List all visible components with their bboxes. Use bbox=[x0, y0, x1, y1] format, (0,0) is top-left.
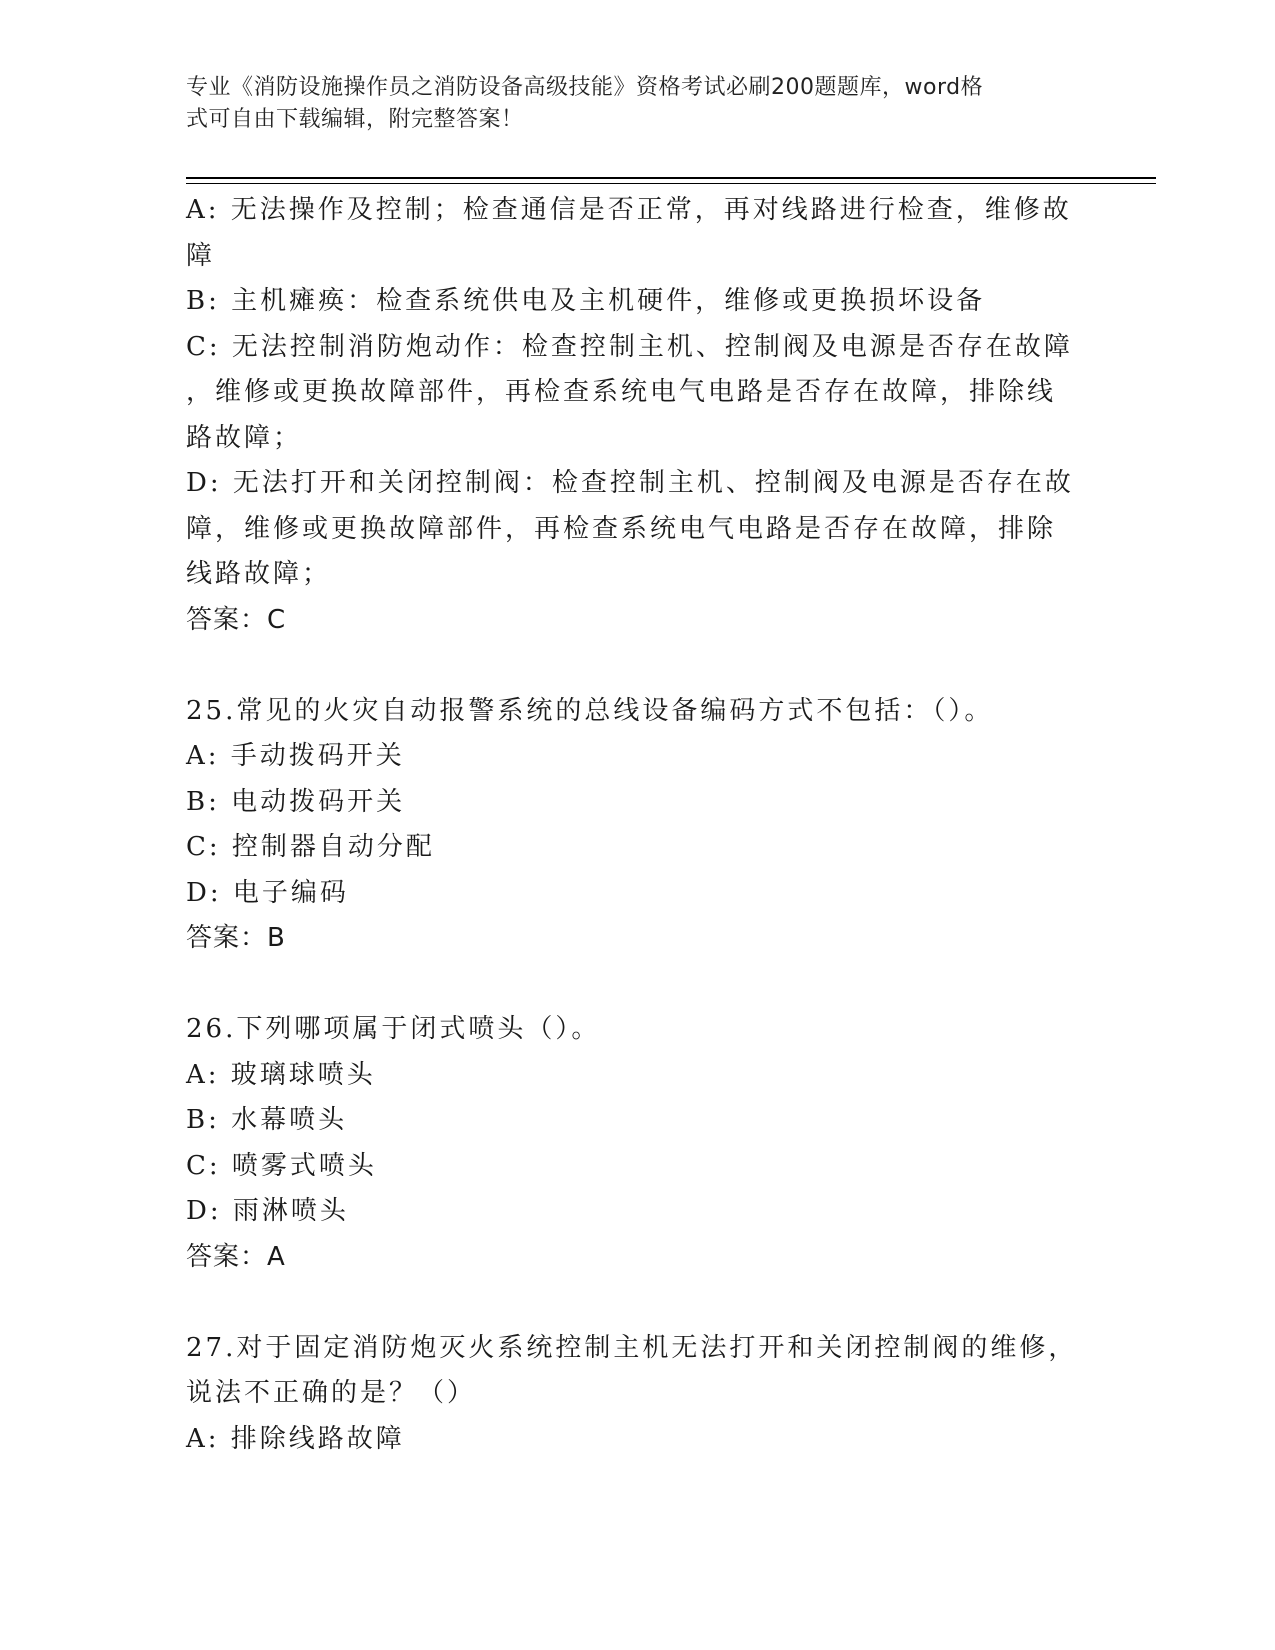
option-text: 障 bbox=[186, 240, 216, 271]
option-a bbox=[186, 188, 1076, 279]
option-b: B: 电动拨码开关 bbox=[186, 786, 406, 817]
option-b: B: 水幕喷头 bbox=[186, 1105, 348, 1135]
header-line-1: 专业《消防设施操作员之消防设备高级技能》资格考试必刷200题题库，word格 bbox=[186, 75, 984, 100]
option-text: 障，维修或更换故障部件，再检查系统电气电路是否存在故障，排除 bbox=[186, 513, 1057, 544]
header-divider-thin bbox=[186, 183, 1156, 184]
option-text: 路故障； bbox=[186, 422, 303, 453]
option-text: D: 无法打开和关闭控制阀：检查控制主机、控制阀及电源是否存在故 bbox=[186, 468, 1074, 498]
option-b bbox=[186, 279, 1076, 325]
option-d: D: 电子编码 bbox=[186, 877, 349, 908]
option-d bbox=[186, 461, 1076, 598]
option-text: C: 无法控制消防炮动作：检查控制主机、控制阀及电源是否存在故障 bbox=[186, 331, 1073, 362]
option-d: D: 雨淋喷头 bbox=[186, 1196, 349, 1226]
spacer bbox=[186, 962, 1076, 1008]
option-a: A: 排除线路故障 bbox=[186, 1423, 405, 1454]
spacer bbox=[186, 643, 1076, 689]
question-stem: 25.常见的火灾自动报警系统的总线设备编码方式不包括：（）。 bbox=[186, 695, 994, 726]
document-header bbox=[186, 72, 1086, 136]
question-stem: 27.对于固定消防炮灭火系统控制主机无法打开和关闭控制阀的维修， bbox=[186, 1332, 1078, 1363]
answer-label: 答案：B bbox=[186, 923, 286, 953]
answer-label: 答案：A bbox=[186, 1241, 286, 1272]
question-block-25 bbox=[186, 689, 1076, 962]
question-stem: 26.下列哪项属于闭式喷头（）。 bbox=[186, 1014, 601, 1044]
question-stem: 说法不正确的是？（） bbox=[186, 1378, 477, 1408]
question-block-26 bbox=[186, 1007, 1076, 1280]
question-list bbox=[186, 188, 1076, 1462]
option-text: ，维修或更换故障部件，再检查系统电气电路是否存在故障，排除线 bbox=[186, 377, 1057, 407]
option-a: A: 手动拨码开关 bbox=[186, 741, 405, 771]
question-block-27 bbox=[186, 1326, 1076, 1463]
option-text: A: 无法操作及控制；检查通信是否正常，再对线路进行检查，维修故 bbox=[186, 195, 1072, 225]
option-text: 线路故障； bbox=[186, 559, 332, 589]
header-divider-thick bbox=[186, 177, 1156, 179]
header-line-2: 式可自由下载编辑，附完整答案！ bbox=[186, 107, 524, 132]
option-a: A: 玻璃球喷头 bbox=[186, 1059, 376, 1090]
spacer bbox=[186, 1280, 1076, 1326]
answer-label: 答案：C bbox=[186, 604, 287, 635]
question-block-24 bbox=[186, 188, 1076, 643]
option-c bbox=[186, 325, 1076, 462]
option-text: B: 主机瘫痪：检查系统供电及主机硬件，维修或更换损坏设备 bbox=[186, 286, 986, 316]
option-c: C: 控制器自动分配 bbox=[186, 832, 435, 862]
option-c: C: 喷雾式喷头 bbox=[186, 1150, 377, 1181]
